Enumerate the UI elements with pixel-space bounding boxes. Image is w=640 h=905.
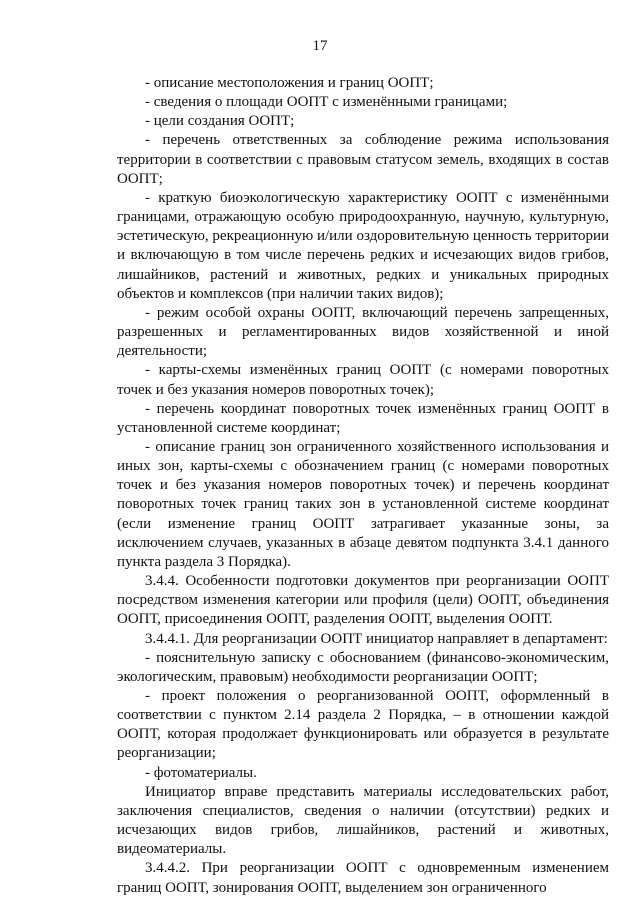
- list-item-area: - сведения о площади ООПТ с изменёнными границами;: [145, 94, 508, 111]
- list-item-explanatory-note: - пояснительную записку с обоснованием (финансово-экономическим, экологическим, правовым) необходимости реорганизации ООПТ;: [117, 649, 609, 685]
- paragraph-initiator: Инициатор вправе представить материалы исследовательских работ, заключения специалистов, сведения о наличии (отсутствии) редких и исчезающих видов грибов, лишайников, растений и животных, видеоматериалы.: [117, 783, 609, 858]
- list-item-zone-borders: - описание границ зон ограниченного хозяйственного использования и иных зон, карты-схемы с обозначением границ (с номерами поворотных точек и без указания номеров поворотных точек) и перечень координат поворотных точек границ таких зон в установленной системе координат (если изменение границ ООПТ затрагивает указанные зоны, за исключением случаев, указанных в абзаце девятом подпункта 3.4.1 данного пункта раздела 3 Порядка).: [117, 438, 609, 570]
- document-body: [117, 74, 609, 898]
- paragraph-3-4-4-2: 3.4.4.2. При реорганизации ООПТ с одновременным изменением границ ООПТ, зонирования ООПТ, выделением зон ограниченного: [117, 860, 609, 896]
- list-item-photo: - фотоматериалы.: [145, 764, 257, 781]
- list-item-map-schemes: - карты-схемы изменённых границ ООПТ (с номерами поворотных точек и без указания номеров поворотных точек);: [117, 362, 609, 398]
- list-item-protection-regime: - режим особой охраны ООПТ, включающий перечень запрещенных, разрешенных и регламентированных видов хозяйственной и иной деятельности;: [117, 304, 609, 360]
- page-number: 17: [312, 38, 328, 54]
- list-item-bioecology: - краткую биоэкологическую характеристику ООПТ с изменёнными границами, отражающую особую природоохранную, научную, культурную, эстетическую, рекреационную и/или оздоровительную ценность территории и включающую в том числе перечень редких и исчезающих видов грибов, лишайников, растений и животных, редких и уникальных природных объектов и комплексов (при наличии таких видов);: [117, 189, 609, 302]
- list-item-draft-regulation: - проект положения о реорганизованной ООПТ, оформленный в соответствии с пунктом 2.14 раздела 2 Порядка, – в отношении каждой ООПТ, которая продолжает функционировать или образуется в результате реорганизации;: [117, 688, 609, 762]
- paragraph-3-4-4-1: 3.4.4.1. Для реорганизации ООПТ инициатор направляет в департамент:: [145, 630, 608, 647]
- list-item-responsible: - перечень ответственных за соблюдение режима использования территории в соответствии с правовым статусом земель, входящих в состав ООПТ;: [117, 132, 609, 187]
- paragraph-3-4-4: 3.4.4. Особенности подготовки документов при реорганизации ООПТ посредством изменения категории или профиля (цели) ООПТ, объединения ООПТ, присоединения ООПТ, разделения ООПТ, выделения ООПТ.: [117, 573, 609, 628]
- list-item-location: - описание местоположения и границ ООПТ;: [145, 75, 434, 91]
- list-item-goals: - цели создания ООПТ;: [145, 113, 295, 130]
- list-item-coordinates: - перечень координат поворотных точек изменённых границ ООПТ в установленной системе координат;: [117, 400, 609, 436]
